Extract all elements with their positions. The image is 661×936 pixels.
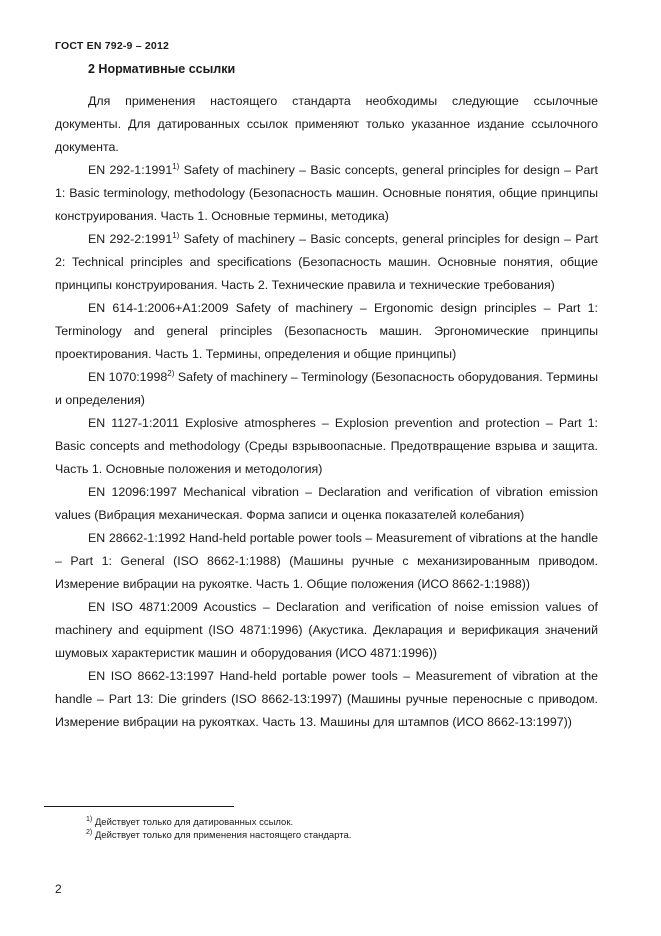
footnote-mark: 2) [86,828,93,836]
reference-text: Safety of machinery – Basic concepts, general principles for design – Part 2: Technical principles and specifications (Безопасность машин. Основные понятия, общие принципы конструирования. Часть 2. Технические правила и технические требования) [55,232,598,292]
reference-code: EN ISO 8662-13:1997 [88,669,214,683]
reference-item [55,527,598,596]
reference-item [55,665,598,734]
document-header: ГОСТ EN 792-9 – 2012 [55,40,170,52]
footnote-mark: 2) [167,368,175,378]
reference-item [55,596,598,665]
footnote-mark: 1) [172,161,180,171]
footnote-mark: 1) [86,815,93,823]
reference-item [55,481,598,527]
intro-paragraph: Для применения настоящего стандарта необходимы следующие ссылочные документы. Для датированных ссылок применяют только указанное издание ссылочного документа. [55,94,598,154]
footnote-text: Действует только для применения настоящего стандарта. [92,830,352,841]
reference-item [55,228,598,297]
reference-code: EN 292-2:1991 [88,232,173,246]
reference-code: EN 1127-1:2011 [88,416,180,430]
reference-code: EN ISO 4871:2009 [88,600,198,614]
body-text [55,90,598,734]
reference-text: Safety of machinery – Basic concepts, general principles for design – Part 1: Basic terminology, methodology (Безопасность машин. Основные понятия, общие принципы конструирования. Часть 1. Основные термины, методика) [55,163,598,223]
reference-item [55,366,598,412]
reference-text: Mechanical vibration – Declaration and verification of vibration emission values (Вибрация механическая. Форма записи и оценка показателей колебания) [55,485,598,522]
footnotes [86,816,351,842]
reference-text: Explosive atmospheres – Explosion prevention and protection – Part 1: Basic concepts and methodology (Среды взрывоопасные. Предотвращение взрыва и защита. Часть 1. Основные положения и методология) [55,416,598,476]
reference-code: EN 292-1:1991 [88,163,173,177]
reference-text: Safety of machinery – Ergonomic design principles – Part 1: Terminology and general principles (Безопасность машин. Эргономические принципы проектирования. Часть 1. Термины, определения и общие принципы) [55,301,598,361]
reference-item [55,159,598,228]
footnote-mark: 1) [172,230,180,240]
reference-item [55,297,598,366]
page-number: 2 [55,882,62,896]
reference-text: Hand-held portable power tools – Measurement of vibrations at the handle – Part 1: General (ISO 8662-1:1988) (Машины ручные с механизированным приводом. Измерение вибрации на рукоятке. Часть 1. Общие положения (ИСО 8662-1:1988)) [55,531,599,591]
footnote-divider [44,806,234,807]
footnote-item [86,829,351,842]
reference-code: EN 28662-1:1992 [88,531,186,545]
reference-item [55,412,598,481]
reference-text: Safety of machinery – Terminology (Безопасность оборудования. Термины и определения) [55,370,598,407]
reference-code: EN 614-1:2006+A1:2009 [88,301,229,315]
reference-text: Acoustics – Declaration and verification of noise emission values of machinery and equipment (ISO 4871:1996) (Акустика. Декларация и верификация значений шумовых характеристик машин и оборудования (ИСО 4871:1996)) [55,600,598,660]
footnote-item [86,816,351,829]
footnote-text: Действует только для датированных ссылок. [92,817,294,828]
reference-text: Hand-held portable power tools – Measurement of vibration at the handle – Part 13: Die grinders (ISO 8662-13:1997) (Машины ручные переносные с приводом. Измерение вибрации на рукоятках. Часть 13. Машины для штампов (ИСО 8662-13:1997)) [55,669,598,729]
reference-code: EN 12096:1997 [88,485,177,499]
section-title: 2 Нормативные ссылки [88,62,236,76]
reference-code: EN 1070:1998 [88,370,168,384]
